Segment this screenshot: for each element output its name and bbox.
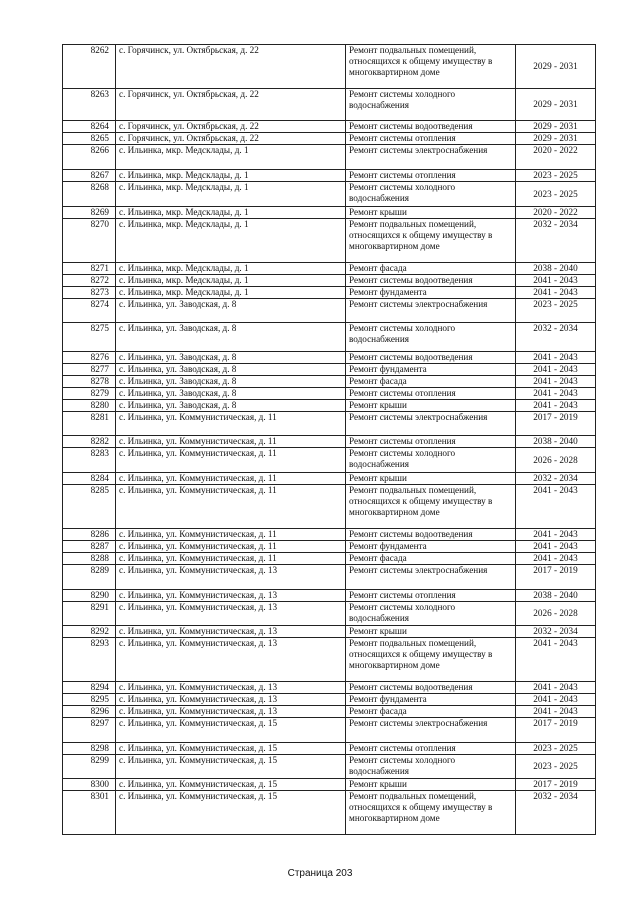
row-number-cell: 8273 (63, 287, 116, 299)
period-cell: 2038 - 2040 (516, 590, 596, 602)
address-cell: с. Ильинка, ул. Коммунистическая, д. 15 (116, 779, 346, 791)
address-cell: с. Ильинка, мкр. Медсклады, д. 1 (116, 219, 346, 263)
period-cell: 2023 - 2025 (516, 299, 596, 323)
table-body (63, 45, 596, 835)
row-number-cell: 8277 (63, 364, 116, 376)
table-row (63, 121, 596, 133)
work-type-cell: Ремонт системы холодного водоснабжения (346, 448, 516, 473)
work-type-cell: Ремонт системы холодного водоснабжения (346, 323, 516, 352)
address-cell: с. Ильинка, мкр. Медсклады, д. 1 (116, 263, 346, 275)
address-cell: с. Ильинка, ул. Коммунистическая, д. 13 (116, 590, 346, 602)
row-number-cell: 8263 (63, 89, 116, 121)
address-cell: с. Ильинка, ул. Заводская, д. 8 (116, 388, 346, 400)
table-row (63, 364, 596, 376)
work-type-cell: Ремонт фундамента (346, 364, 516, 376)
period-cell: 2017 - 2019 (516, 412, 596, 436)
address-cell: с. Ильинка, ул. Коммунистическая, д. 13 (116, 565, 346, 590)
period-cell: 2020 - 2022 (516, 207, 596, 219)
address-cell: с. Ильинка, ул. Коммунистическая, д. 11 (116, 473, 346, 485)
table-row (63, 553, 596, 565)
work-type-cell: Ремонт системы холодного водоснабжения (346, 89, 516, 121)
table-row (63, 565, 596, 590)
work-type-cell: Ремонт системы отопления (346, 743, 516, 755)
row-number-cell: 8300 (63, 779, 116, 791)
row-number-cell: 8290 (63, 590, 116, 602)
period-cell: 2029 - 2031 (516, 121, 596, 133)
address-cell: с. Ильинка, ул. Заводская, д. 8 (116, 323, 346, 352)
period-cell: 2041 - 2043 (516, 706, 596, 718)
address-cell: с. Ильинка, ул. Коммунистическая, д. 11 (116, 412, 346, 436)
address-cell: с. Ильинка, ул. Заводская, д. 8 (116, 364, 346, 376)
address-cell: с. Ильинка, мкр. Медсклады, д. 1 (116, 170, 346, 182)
address-cell: с. Ильинка, ул. Коммунистическая, д. 11 (116, 541, 346, 553)
row-number-cell: 8282 (63, 436, 116, 448)
work-type-cell: Ремонт системы холодного водоснабжения (346, 755, 516, 779)
period-cell: 2041 - 2043 (516, 638, 596, 682)
address-cell: с. Горячинск, ул. Октябрьская, д. 22 (116, 133, 346, 145)
row-number-cell: 8301 (63, 791, 116, 835)
work-type-cell: Ремонт системы отопления (346, 133, 516, 145)
address-cell: с. Ильинка, ул. Коммунистическая, д. 11 (116, 485, 346, 529)
period-cell: 2032 - 2034 (516, 791, 596, 835)
table-row (63, 626, 596, 638)
row-number-cell: 8299 (63, 755, 116, 779)
table-row (63, 743, 596, 755)
work-type-cell: Ремонт системы водоотведения (346, 275, 516, 287)
row-number-cell: 8287 (63, 541, 116, 553)
table-row (63, 219, 596, 263)
work-type-cell: Ремонт системы отопления (346, 436, 516, 448)
period-cell: 2038 - 2040 (516, 263, 596, 275)
table-row (63, 682, 596, 694)
work-type-cell: Ремонт системы отопления (346, 388, 516, 400)
period-cell: 2038 - 2040 (516, 436, 596, 448)
work-type-cell: Ремонт фасада (346, 553, 516, 565)
period-cell: 2041 - 2043 (516, 694, 596, 706)
work-type-cell: Ремонт подвальных помещений, относящихся к общему имуществу в многоквартирном доме (346, 791, 516, 835)
address-cell: с. Ильинка, ул. Коммунистическая, д. 13 (116, 706, 346, 718)
address-cell: с. Ильинка, ул. Коммунистическая, д. 15 (116, 718, 346, 743)
table-row (63, 718, 596, 743)
row-number-cell: 8266 (63, 145, 116, 170)
period-cell: 2032 - 2034 (516, 626, 596, 638)
address-cell: с. Горячинск, ул. Октябрьская, д. 22 (116, 121, 346, 133)
period-cell: 2041 - 2043 (516, 275, 596, 287)
row-number-cell: 8288 (63, 553, 116, 565)
work-type-cell: Ремонт системы водоотведения (346, 121, 516, 133)
address-cell: с. Ильинка, ул. Заводская, д. 8 (116, 299, 346, 323)
period-cell: 2041 - 2043 (516, 541, 596, 553)
period-cell: 2020 - 2022 (516, 145, 596, 170)
work-type-cell: Ремонт подвальных помещений, относящихся к общему имуществу в многоквартирном доме (346, 45, 516, 89)
row-number-cell: 8271 (63, 263, 116, 275)
period-cell: 2017 - 2019 (516, 565, 596, 590)
period-cell: 2041 - 2043 (516, 388, 596, 400)
address-cell: с. Ильинка, ул. Коммунистическая, д. 13 (116, 682, 346, 694)
table-row (63, 263, 596, 275)
work-type-cell: Ремонт системы водоотведения (346, 529, 516, 541)
address-cell: с. Ильинка, ул. Коммунистическая, д. 13 (116, 638, 346, 682)
row-number-cell: 8298 (63, 743, 116, 755)
table-row (63, 170, 596, 182)
row-number-cell: 8278 (63, 376, 116, 388)
work-type-cell: Ремонт системы холодного водоснабжения (346, 602, 516, 626)
period-cell: 2023 - 2025 (516, 182, 596, 207)
table-row (63, 323, 596, 352)
address-cell: с. Ильинка, ул. Коммунистическая, д. 15 (116, 791, 346, 835)
page-number: Страница 203 (287, 868, 353, 879)
work-type-cell: Ремонт крыши (346, 473, 516, 485)
table-row (63, 448, 596, 473)
table-row (63, 791, 596, 835)
period-cell: 2023 - 2025 (516, 743, 596, 755)
table-row (63, 299, 596, 323)
address-cell: с. Ильинка, ул. Коммунистическая, д. 11 (116, 553, 346, 565)
work-type-cell: Ремонт подвальных помещений, относящихся к общему имуществу в многоквартирном доме (346, 638, 516, 682)
work-type-cell: Ремонт системы водоотведения (346, 352, 516, 364)
table-row (63, 207, 596, 219)
work-type-cell: Ремонт системы электроснабжения (346, 299, 516, 323)
row-number-cell: 8269 (63, 207, 116, 219)
period-cell: 2041 - 2043 (516, 287, 596, 299)
work-type-cell: Ремонт системы отопления (346, 590, 516, 602)
work-type-cell: Ремонт крыши (346, 400, 516, 412)
address-cell: с. Ильинка, ул. Коммунистическая, д. 13 (116, 694, 346, 706)
address-cell: с. Ильинка, ул. Коммунистическая, д. 15 (116, 743, 346, 755)
work-type-cell: Ремонт фасада (346, 706, 516, 718)
work-type-cell: Ремонт системы водоотведения (346, 682, 516, 694)
table-row (63, 275, 596, 287)
row-number-cell: 8283 (63, 448, 116, 473)
row-number-cell: 8276 (63, 352, 116, 364)
period-cell: 2029 - 2031 (516, 89, 596, 121)
table-row (63, 590, 596, 602)
period-cell: 2041 - 2043 (516, 376, 596, 388)
address-cell: с. Ильинка, мкр. Медсклады, д. 1 (116, 207, 346, 219)
table-row (63, 133, 596, 145)
row-number-cell: 8267 (63, 170, 116, 182)
work-type-cell: Ремонт системы холодного водоснабжения (346, 182, 516, 207)
address-cell: с. Ильинка, мкр. Медсклады, д. 1 (116, 182, 346, 207)
work-type-cell: Ремонт крыши (346, 779, 516, 791)
row-number-cell: 8262 (63, 45, 116, 89)
row-number-cell: 8296 (63, 706, 116, 718)
period-cell: 2032 - 2034 (516, 323, 596, 352)
table-row (63, 45, 596, 89)
address-cell: с. Ильинка, мкр. Медсклады, д. 1 (116, 287, 346, 299)
address-cell: с. Ильинка, мкр. Медсклады, д. 1 (116, 145, 346, 170)
row-number-cell: 8294 (63, 682, 116, 694)
row-number-cell: 8264 (63, 121, 116, 133)
table-row (63, 602, 596, 626)
row-number-cell: 8281 (63, 412, 116, 436)
period-cell: 2041 - 2043 (516, 682, 596, 694)
work-type-cell: Ремонт фасада (346, 376, 516, 388)
row-number-cell: 8279 (63, 388, 116, 400)
period-cell: 2029 - 2031 (516, 133, 596, 145)
work-type-cell: Ремонт крыши (346, 626, 516, 638)
row-number-cell: 8280 (63, 400, 116, 412)
work-type-cell: Ремонт подвальных помещений, относящихся к общему имуществу в многоквартирном доме (346, 219, 516, 263)
period-cell: 2041 - 2043 (516, 352, 596, 364)
row-number-cell: 8286 (63, 529, 116, 541)
row-number-cell: 8270 (63, 219, 116, 263)
row-number-cell: 8272 (63, 275, 116, 287)
table-row (63, 638, 596, 682)
period-cell: 2023 - 2025 (516, 170, 596, 182)
table-row (63, 436, 596, 448)
table-row (63, 706, 596, 718)
row-number-cell: 8289 (63, 565, 116, 590)
address-cell: с. Горячинск, ул. Октябрьская, д. 22 (116, 89, 346, 121)
row-number-cell: 8285 (63, 485, 116, 529)
work-type-cell: Ремонт подвальных помещений, относящихся к общему имуществу в многоквартирном доме (346, 485, 516, 529)
repair-schedule-table (62, 44, 596, 835)
table-row (63, 388, 596, 400)
period-cell: 2026 - 2028 (516, 448, 596, 473)
period-cell: 2041 - 2043 (516, 529, 596, 541)
row-number-cell: 8292 (63, 626, 116, 638)
table-row (63, 352, 596, 364)
work-type-cell: Ремонт системы электроснабжения (346, 718, 516, 743)
address-cell: с. Ильинка, ул. Коммунистическая, д. 11 (116, 529, 346, 541)
table-row (63, 779, 596, 791)
address-cell: с. Ильинка, ул. Заводская, д. 8 (116, 376, 346, 388)
table-row (63, 755, 596, 779)
table-row (63, 694, 596, 706)
address-cell: с. Ильинка, ул. Коммунистическая, д. 15 (116, 755, 346, 779)
period-cell: 2026 - 2028 (516, 602, 596, 626)
period-cell: 2041 - 2043 (516, 400, 596, 412)
row-number-cell: 8268 (63, 182, 116, 207)
row-number-cell: 8275 (63, 323, 116, 352)
row-number-cell: 8295 (63, 694, 116, 706)
address-cell: с. Ильинка, мкр. Медсклады, д. 1 (116, 275, 346, 287)
row-number-cell: 8291 (63, 602, 116, 626)
work-type-cell: Ремонт фундамента (346, 287, 516, 299)
period-cell: 2041 - 2043 (516, 364, 596, 376)
work-type-cell: Ремонт системы электроснабжения (346, 412, 516, 436)
table-row (63, 182, 596, 207)
work-type-cell: Ремонт системы отопления (346, 170, 516, 182)
work-type-cell: Ремонт фундамента (346, 541, 516, 553)
period-cell: 2032 - 2034 (516, 219, 596, 263)
table-row (63, 529, 596, 541)
table-row (63, 485, 596, 529)
work-type-cell: Ремонт фасада (346, 263, 516, 275)
work-type-cell: Ремонт системы электроснабжения (346, 145, 516, 170)
table-row (63, 145, 596, 170)
address-cell: с. Ильинка, ул. Коммунистическая, д. 13 (116, 602, 346, 626)
period-cell: 2032 - 2034 (516, 473, 596, 485)
work-type-cell: Ремонт крыши (346, 207, 516, 219)
row-number-cell: 8274 (63, 299, 116, 323)
address-cell: с. Ильинка, ул. Коммунистическая, д. 11 (116, 448, 346, 473)
row-number-cell: 8265 (63, 133, 116, 145)
period-cell: 2017 - 2019 (516, 718, 596, 743)
period-cell: 2041 - 2043 (516, 553, 596, 565)
address-cell: с. Ильинка, ул. Коммунистическая, д. 13 (116, 626, 346, 638)
address-cell: с. Ильинка, ул. Заводская, д. 8 (116, 352, 346, 364)
table-row (63, 412, 596, 436)
work-type-cell: Ремонт фундамента (346, 694, 516, 706)
table-row (63, 473, 596, 485)
table-row (63, 89, 596, 121)
address-cell: с. Ильинка, ул. Заводская, д. 8 (116, 400, 346, 412)
address-cell: с. Горячинск, ул. Октябрьская, д. 22 (116, 45, 346, 89)
table-row (63, 376, 596, 388)
table-row (63, 287, 596, 299)
row-number-cell: 8293 (63, 638, 116, 682)
table-row (63, 400, 596, 412)
work-type-cell: Ремонт системы электроснабжения (346, 565, 516, 590)
table-row (63, 541, 596, 553)
row-number-cell: 8297 (63, 718, 116, 743)
period-cell: 2023 - 2025 (516, 755, 596, 779)
address-cell: с. Ильинка, ул. Коммунистическая, д. 11 (116, 436, 346, 448)
period-cell: 2041 - 2043 (516, 485, 596, 529)
period-cell: 2017 - 2019 (516, 779, 596, 791)
period-cell: 2029 - 2031 (516, 45, 596, 89)
row-number-cell: 8284 (63, 473, 116, 485)
